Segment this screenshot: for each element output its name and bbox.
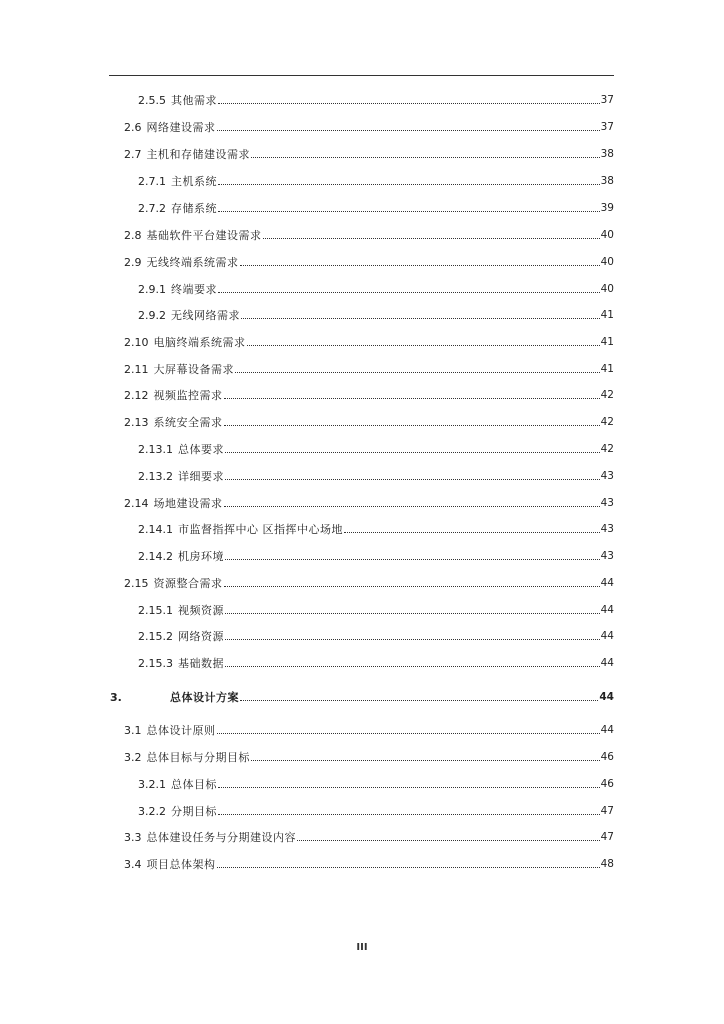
toc-entry-title: 总体目标与分期目标	[146, 751, 250, 764]
toc-entry-page: 41	[600, 309, 614, 321]
toc-entry-3-2-2[interactable]	[138, 802, 614, 818]
toc-entry-title: 电脑终端系统需求	[153, 336, 246, 349]
toc-entry-page: 38	[600, 175, 614, 187]
toc-entry-title: 主机系统	[171, 175, 217, 188]
toc-entry-title: 详细要求	[178, 470, 224, 483]
toc-entry-page: 37	[600, 121, 614, 133]
dot-leader	[247, 345, 600, 346]
toc-entry-chapter-3[interactable]	[110, 688, 614, 704]
dot-leader	[251, 157, 600, 158]
toc-entry-2-9[interactable]	[124, 253, 614, 269]
toc-entry-2-14-2[interactable]	[138, 547, 614, 563]
toc-entry-page: 40	[600, 229, 614, 241]
toc-entry-page: 43	[600, 523, 614, 535]
toc-entry-title: 总体设计原则	[146, 724, 216, 737]
toc-entry-title: 场地建设需求	[153, 497, 223, 510]
toc-entry-number: 2.15.1	[138, 604, 173, 617]
toc-entry-number: 2.7.1	[138, 175, 166, 188]
toc-entry-page: 44	[599, 691, 614, 703]
dot-leader	[224, 506, 600, 507]
dot-leader	[241, 318, 600, 319]
toc-entry-page: 41	[600, 363, 614, 375]
toc-entry-title: 系统安全需求	[153, 416, 223, 429]
toc-entry-number: 2.11	[124, 363, 149, 376]
toc-entry-page: 47	[600, 831, 614, 843]
toc-entry-2-14[interactable]	[124, 494, 614, 510]
toc-entry-2-9-2[interactable]	[138, 306, 614, 322]
toc-entry-number: 2.15.2	[138, 630, 173, 643]
dot-leader	[251, 760, 600, 761]
toc-entry-number: 2.6	[124, 121, 142, 134]
toc-entry-2-13-2[interactable]	[138, 467, 614, 483]
toc-entry-number: 2.14.2	[138, 550, 173, 563]
toc-entry-2-11[interactable]	[124, 360, 614, 376]
toc-entry-page: 37	[600, 94, 614, 106]
toc-entry-number: 2.7	[124, 148, 142, 161]
dot-leader	[218, 184, 600, 185]
toc-entry-2-13[interactable]	[124, 413, 614, 429]
toc-entry-number: 2.8	[124, 229, 142, 242]
toc-entry-2-6[interactable]	[124, 118, 614, 134]
toc-entry-page: 43	[600, 470, 614, 482]
toc-entry-number: 3.3	[124, 831, 142, 844]
toc-entry-page: 43	[600, 550, 614, 562]
dot-leader	[263, 238, 600, 239]
toc-entry-number: 2.13.1	[138, 443, 173, 456]
toc-entry-2-7[interactable]	[124, 145, 614, 161]
toc-entry-2-15-1[interactable]	[138, 601, 614, 617]
toc-entry-page: 42	[600, 389, 614, 401]
toc-entry-page: 46	[600, 751, 614, 763]
toc-entry-title: 视频监控需求	[153, 389, 223, 402]
toc-entry-2-7-1[interactable]	[138, 172, 614, 188]
toc-entry-2-13-1[interactable]	[138, 440, 614, 456]
toc-entry-page: 41	[600, 336, 614, 348]
toc-entry-page: 38	[600, 148, 614, 160]
toc-entry-number: 3.2	[124, 751, 142, 764]
dot-leader	[218, 103, 600, 104]
toc-entry-3-2-1[interactable]	[138, 775, 614, 791]
toc-entry-title: 总体目标	[171, 778, 217, 791]
toc-entry-page: 44	[600, 630, 614, 642]
toc-entry-3-1[interactable]	[124, 721, 614, 737]
toc-entry-number: 3.	[110, 691, 122, 704]
toc-entry-2-15-2[interactable]	[138, 627, 614, 643]
toc-entry-number: 3.2.1	[138, 778, 166, 791]
toc-entry-number: 2.15	[124, 577, 149, 590]
toc-entry-title: 项目总体架构	[146, 858, 216, 871]
dot-leader	[224, 425, 600, 426]
toc-entry-page: 40	[600, 256, 614, 268]
toc-entry-number: 2.9	[124, 256, 142, 269]
dot-leader	[224, 586, 600, 587]
toc-entry-2-9-1[interactable]	[138, 280, 614, 296]
toc-entry-title: 主机和存储建设需求	[146, 148, 250, 161]
toc-entry-3-3[interactable]	[124, 828, 614, 844]
toc-entry-page: 44	[600, 657, 614, 669]
dot-leader	[218, 211, 600, 212]
dot-leader	[225, 639, 600, 640]
toc-entry-title: 总体设计方案	[170, 691, 239, 704]
toc-entry-title: 大屏幕设备需求	[153, 363, 234, 376]
toc-entry-page: 46	[600, 778, 614, 790]
toc-entry-page: 40	[600, 283, 614, 295]
toc-entry-number: 2.13	[124, 416, 149, 429]
dot-leader	[218, 787, 600, 788]
toc-entry-2-15-3[interactable]	[138, 654, 614, 670]
dot-leader	[218, 814, 600, 815]
toc-entry-page: 47	[600, 805, 614, 817]
dot-leader	[224, 398, 600, 399]
dot-leader	[235, 372, 600, 373]
dot-leader	[225, 666, 600, 667]
toc-entry-number: 3.1	[124, 724, 142, 737]
toc-entry-number: 2.15.3	[138, 657, 173, 670]
toc-entry-page: 44	[600, 724, 614, 736]
toc-entry-2-8[interactable]	[124, 226, 614, 242]
toc-entry-page: 44	[600, 604, 614, 616]
toc-entry-number: 2.9.2	[138, 309, 166, 322]
toc-entry-2-15[interactable]	[124, 574, 614, 590]
toc-entry-number: 2.9.1	[138, 283, 166, 296]
toc-entry-title: 存储系统	[171, 202, 217, 215]
toc-entry-number: 2.14	[124, 497, 149, 510]
dot-leader	[297, 840, 600, 841]
toc-entry-number: 2.5.5	[138, 94, 166, 107]
toc-entry-number: 2.10	[124, 336, 149, 349]
toc-entry-number: 2.12	[124, 389, 149, 402]
toc-entry-title: 其他需求	[171, 94, 217, 107]
toc-entry-title: 总体要求	[178, 443, 224, 456]
toc-entry-number: 2.13.2	[138, 470, 173, 483]
toc-entry-title: 机房环境	[178, 550, 224, 563]
toc-entry-title: 视频资源	[178, 604, 224, 617]
toc-entry-2-12[interactable]	[124, 386, 614, 402]
toc-entry-page: 42	[600, 416, 614, 428]
toc-entry-3-2[interactable]	[124, 748, 614, 764]
toc-entry-title: 基础数据	[178, 657, 224, 670]
toc-entry-page: 43	[600, 497, 614, 509]
dot-leader	[240, 265, 600, 266]
toc-entry-number: 3.4	[124, 858, 142, 871]
dot-leader	[344, 532, 600, 533]
toc-entry-title: 市监督指挥中心 区指挥中心场地	[178, 523, 343, 536]
toc-entry-number: 2.14.1	[138, 523, 173, 536]
dot-leader	[217, 867, 600, 868]
toc-entry-title: 终端要求	[171, 283, 217, 296]
toc-entry-3-4[interactable]	[124, 855, 614, 871]
toc-entry-number: 3.2.2	[138, 805, 166, 818]
dot-leader	[225, 613, 600, 614]
toc-entry-number: 2.7.2	[138, 202, 166, 215]
toc-entry-title: 无线网络需求	[171, 309, 240, 322]
toc-entry-title: 分期目标	[171, 805, 217, 818]
dot-leader	[225, 479, 600, 480]
toc-entry-page: 42	[600, 443, 614, 455]
toc-entry-2-5-5[interactable]	[138, 91, 614, 107]
dot-leader	[225, 559, 600, 560]
page-number: III	[356, 942, 368, 953]
toc-entry-2-7-2[interactable]	[138, 199, 614, 215]
dot-leader	[218, 292, 600, 293]
dot-leader	[225, 452, 600, 453]
toc-entry-page: 39	[600, 202, 614, 214]
toc-entry-title: 资源整合需求	[153, 577, 223, 590]
toc-entry-title: 网络建设需求	[146, 121, 216, 134]
toc-entry-title: 无线终端系统需求	[146, 256, 239, 269]
toc-entry-page: 44	[600, 577, 614, 589]
dot-leader	[217, 733, 600, 734]
toc-entry-title: 网络资源	[178, 630, 224, 643]
toc-entry-title: 总体建设任务与分期建设内容	[146, 831, 296, 844]
toc-entry-title: 基础软件平台建设需求	[146, 229, 262, 242]
dot-leader	[217, 130, 600, 131]
toc-entry-page: 48	[600, 858, 614, 870]
toc-entry-2-14-1[interactable]	[138, 520, 614, 536]
dot-leader	[240, 700, 598, 701]
toc-entry-2-10[interactable]	[124, 333, 614, 349]
